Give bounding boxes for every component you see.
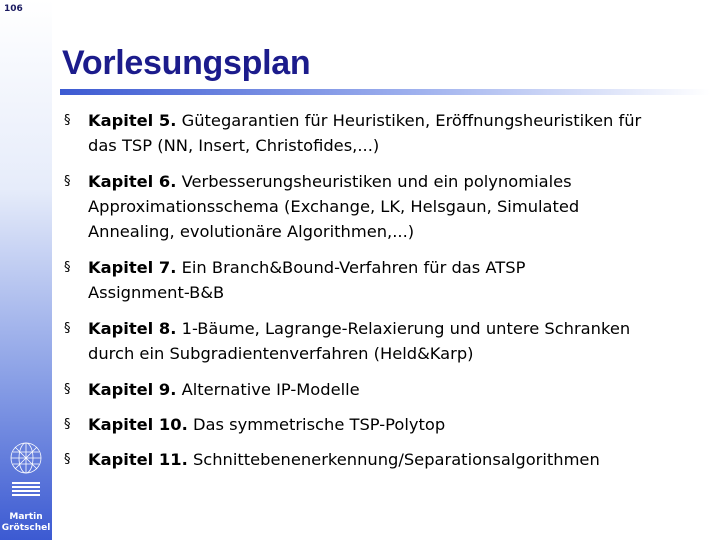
chapter-text: 1-Bäume, Lagrange-Relaxierung und untere Schranken xyxy=(176,319,631,338)
chapter-text: Das symmetrische TSP-Polytop xyxy=(187,415,446,434)
list-item xyxy=(64,255,704,305)
chapter-text-continued: das TSP (NN, Insert, Christofides,...) xyxy=(88,136,380,155)
chapter-label: Kapitel 11. xyxy=(88,450,188,469)
chapter-label: Kapitel 10. xyxy=(88,415,188,434)
list-item xyxy=(64,316,704,366)
chapter-text: Gütegarantien für Heuristiken, Eröffnungsheuristiken für xyxy=(176,111,642,130)
title-underline xyxy=(60,89,710,95)
bullet-icon: § xyxy=(64,321,71,336)
bullet-icon: § xyxy=(64,174,71,189)
author-last-name: Grötschel xyxy=(1,523,51,533)
bullet-icon: § xyxy=(64,452,71,467)
slide-title: Vorlesungsplan xyxy=(62,44,311,82)
author-first-name: Martin xyxy=(9,512,43,522)
list-item xyxy=(64,169,704,244)
list-item xyxy=(64,447,704,472)
chapter-text: Alternative IP-Modelle xyxy=(176,380,360,399)
chapter-text: Ein Branch&Bound-Verfahren für das ATSP xyxy=(176,258,526,277)
chapter-text-continued: durch ein Subgradientenverfahren (Held&Karp) xyxy=(88,344,474,363)
list-item xyxy=(64,412,704,437)
list-item xyxy=(64,377,704,402)
chapter-list xyxy=(64,108,704,472)
page-number: 106 xyxy=(4,4,23,14)
zib-logo-icon xyxy=(6,438,46,504)
chapter-label: Kapitel 8. xyxy=(88,319,177,338)
author-name xyxy=(0,512,52,534)
chapter-text: Schnittebenenerkennung/Separationsalgorithmen xyxy=(187,450,600,469)
chapter-label: Kapitel 7. xyxy=(88,258,177,277)
chapter-label: Kapitel 9. xyxy=(88,380,177,399)
chapter-text-continued: Assignment-B&B xyxy=(88,283,225,302)
chapter-text-continued: Approximationsschema (Exchange, LK, Helsgaun, Simulated xyxy=(88,197,580,216)
chapter-label: Kapitel 6. xyxy=(88,172,177,191)
bullet-icon: § xyxy=(64,260,71,275)
list-item xyxy=(64,108,704,158)
chapter-text: Verbesserungsheuristiken und ein polynomiales xyxy=(176,172,572,191)
bullet-icon: § xyxy=(64,113,71,128)
bullet-icon: § xyxy=(64,382,71,397)
chapter-text-continued: Annealing, evolutionäre Algorithmen,...) xyxy=(88,222,415,241)
bullet-icon: § xyxy=(64,417,71,432)
chapter-label: Kapitel 5. xyxy=(88,111,177,130)
